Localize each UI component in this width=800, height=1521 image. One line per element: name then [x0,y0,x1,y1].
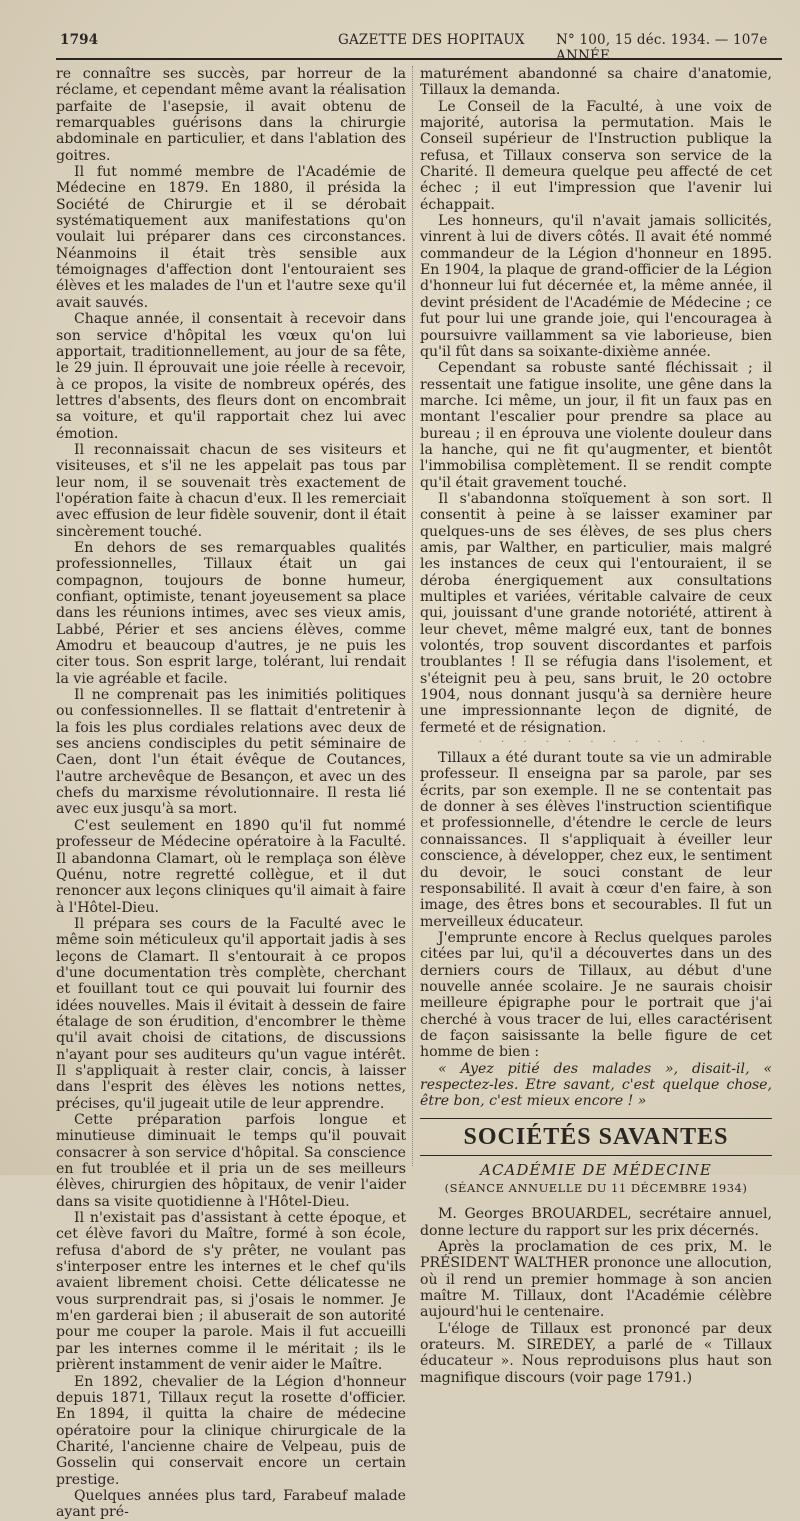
paragraph: Après la proclamation de ces prix, M. le PRÉSIDENT WALTHER prononce une allocution, où il rend un premier hommage à son ancien maître M. Tillaux, dont l'Académie célèbre aujourd'hui le centenaire. [420,1239,772,1321]
paragraph: maturément abandonné sa chaire d'anatomie, Tillaux la demanda. [420,66,772,99]
paragraph: Il ne comprenait pas les inimitiés politiques ou confessionnelles. Il se flattait d'entretenir à la fois les plus cordiales relations avec deux de ses anciens condisciples du petit séminaire de Caen, dont l'un était évêque de Coutances, l'autre archevêque de Besançon, et avec un des chefs du marxisme révolutionnaire. Il resta lié avec eux jusqu'à sa mort. [56,687,406,818]
closing-quote: « Ayez pitié des malades », disait-il, « respectez-les. Etre savant, c'est quelque chose, être bon, c'est mieux encore ! » [420,1060,772,1110]
left-column [56,66,406,1521]
header-rule [56,58,782,60]
section-title: SOCIÉTÉS SAVANTES [463,1123,729,1150]
paragraph: Cette préparation parfois longue et minutieuse diminuait le temps qu'il pouvait consacrer à son service d'hôpital. Sa conscience en fut troublée et il pria un de ses meilleurs élèves, chirurgien des hôpitaux, de venir l'aider dans sa visite quotidienne à l'Hôtel-Dieu. [56,1112,406,1210]
section-rule-top [420,1118,772,1119]
dotted-separator: · · · · · · · · · · · [478,737,714,749]
issue-info: N° 100, 15 déc. 1934. — 107e ANNÉE. [556,32,768,64]
paragraph: Le Conseil de la Faculté, à une voix de majorité, autorisa la permutation. Mais le Conseil supérieur de l'Instruction publique la refusa, et Tillaux conserva son service de la Charité. Il demeura quelque peu affecté de cet échec ; il eut l'impression que l'avenir lui échappait. [420,98,772,213]
page-number: 1794 [60,32,99,48]
paragraph: J'emprunte encore à Reclus quelques paroles citées par lui, qu'il a découvertes dans un des derniers cours de Tillaux, au début d'une nouvelle année scolaire. Je ne saurais choisir meilleure épigraphe pour le portrait que j'ai cherché à vous tracer de lui, elles caractérisent de façon saisissante la belle figure de cet homme de bien : [420,929,772,1061]
paragraph: C'est seulement en 1890 qu'il fut nommé professeur de Médecine opératoire à la Faculté. Il abandonna Clamart, où le remplaça son élève Quénu, notre regretté collègue, et il dut renoncer aux leçons cliniques qu'il aimait à faire à l'Hôtel-Dieu. [56,817,406,916]
paragraph: Il reconnaissait chacun de ses visiteurs et visiteuses, et s'il ne les appelait pas tous par leur nom, il se souvenait très exactement de l'opération faite à chacun d'eux. Il les remerciait avec effusion de leur fidèle souvenir, dont il était sincèrement touché. [56,441,406,540]
paragraph: Il n'existait pas d'assistant à cette époque, et cet élève favori du Maître, formé à son école, refusa d'abord de s'y prêter, ne voulant pas s'interposer entre les internes et le chef qu'ils avaient librement choisi. Cette délicatesse ne vous surprendrait pas, si j'osais le nommer. Je m'en garderai bien ; il abuserait de son autorité pour me couper la parole. Mais il fut accueilli par les internes comme il le méritait ; ils le prièrent instamment de venir aider le Maître. [56,1210,406,1374]
paragraph: Cependant sa robuste santé fléchissait ; il ressentait une fatigue insolite, une gêne dans la marche. Ici même, un jour, il fit un faux pas en montant l'escalier pour prendre sa place au bureau ; il en éprouva une violente douleur dans la hanche, qui ne fit qu'augmenter, et bientôt l'immobilisa complètement. Il se rendit compte qu'il était gravement touché. [420,360,772,491]
paragraph: En dehors de ses remarquables qualités professionnelles, Tillaux était un gai compagnon, toujours de bonne humeur, confiant, optimiste, tenant joyeusement sa place dans les réunions intimes, avec ses vieux amis, Labbé, Périer et ses anciens élèves, comme Amodru et beaucoup d'autres, je ne puis les citer tous. Son esprit large, tolérant, lui rendait la vie agréable et facile. [56,539,406,687]
academy-heading: ACADÉMIE DE MÉDECINE [480,1160,712,1179]
section-header [420,1118,772,1156]
paragraph: Les honneurs, qu'il n'avait jamais sollicités, vinrent à lui de divers côtés. Il avait été nommé commandeur de la Légion d'honneur en 1895. En 1904, la plaque de grand-officier de la Légion d'honneur lui fut décernée et, la même année, il devint président de l'Académie de Médecine ; ce fut pour lui une grande joie, qui l'encouragea à poursuivre vaillamment sa vie laborieuse, bien qu'il fût dans sa soixante-dixième année. [420,213,772,360]
journal-title: GAZETTE DES HOPITAUX [338,32,525,48]
paragraph: Il prépara ses cours de la Faculté avec le même soin méticuleux qu'il apportait jadis à ses leçons de Clamart. Il s'entourait à ce propos d'une documentation très complète, cherchant et fouillant tout ce qui pouvait lui fournir des idées nouvelles. Mais il évitait à dessein de faire étalage de son érudition, d'encombrer le thème qu'il avait choisi de citations, de discussions n'ayant pour ses auditeurs qu'un vague intérêt. Il s'appliquait à rester clair, concis, à laisser dans l'esprit des élèves les notions nettes, précises, qu'il jugeait utile de leur apprendre. [56,915,406,1112]
session-subtitle: (SÉANCE ANNUELLE DU 11 DÉCEMBRE 1934) [444,1181,748,1195]
paragraph: re connaître ses succès, par horreur de la réclame, et cependant même avant la réalisation parfaite de l'asepsie, il avait obtenu de remarquables guérisons dans la chirurgie abdominale en particulier, et dans l'ablation des goitres. [56,66,406,164]
paragraph: Il s'abandonna stoïquement à son sort. Il consentit à peine à se laisser examiner par quelques-uns de ses élèves, de ses plus chers amis, par Walther, en particulier, mais malgré les instances de ceux qui l'entouraient, il se déroba énergiquement aux consultations multiples et variées, véritable calvaire de ceux qui, jouissant d'une grande notoriété, attirent à leur chevet, même malgré eux, tant de bonnes volontés, trop souvent discordantes et parfois troublantes ! Il se réfugia dans l'isolement, et s'éteignit peu à peu, sans bruit, le 20 octobre 1904, nous donnant jusqu'à sa dernière heure une impressionnante leçon de dignité, de fermeté et de résignation. [420,490,772,736]
column-divider [412,66,413,1166]
paragraph: Il fut nommé membre de l'Académie de Médecine en 1879. En 1880, il présida la Société de Chirurgie et il se dérobait systématiquement aux manifestations qu'on voulait lui préparer dans ces circonstances. Néanmoins il était très sensible aux témoignages d'affection dont l'entouraient ses élèves et les malades de l'un et l'autre sexe qu'il avait sauvés. [56,164,406,311]
section-rule-bottom [420,1155,772,1156]
paragraph: M. Georges BROUARDEL, secrétaire annuel, donne lecture du rapport sur les prix décernés. [420,1206,772,1239]
paragraph: En 1892, chevalier de la Légion d'honneur depuis 1871, Tillaux reçut la rosette d'officier. En 1894, il quitta la chaire de médecine opératoire pour la clinique chirurgicale de la Charité, l'ancienne chaire de Velpeau, puis de Gosselin qui conservait encore un certain prestige. [56,1373,406,1488]
page-header [56,30,778,64]
paragraph: Chaque année, il consentait à recevoir dans son service d'hôpital les vœux qu'on lui apportait, traditionnellement, au jour de sa fête, le 29 juin. Il éprouvait une joie réelle à recevoir, à ce propos, la visite de nombreux opérés, des lettres d'absents, des fleurs dont on encombrait sa voiture, et qu'il rapportait chez lui avec émotion. [56,311,406,442]
paragraph: Tillaux a été durant toute sa vie un admirable professeur. Il enseigna par sa parole, par ses écrits, par son exemple. Il ne se contentait pas de donner à ses élèves l'instruction scientifique et professionnelle, d'étendre le cercle de leurs connaissances. Il s'appliquait à éveiller leur conscience, à développer, chez eux, le sentiment du devoir, le souci constant de leur responsabilité. Il avait à cœur d'en faire, à son image, des êtres bons et secourables. Il fut un merveilleux éducateur. [420,750,772,930]
right-column [420,66,772,1386]
paragraph: Quelques années plus tard, Farabeuf malade ayant pré- [56,1487,406,1521]
paragraph: L'éloge de Tillaux est prononcé par deux orateurs. M. SIREDEY, a parlé de « Tillaux éducateur ». Nous reproduisons plus haut son magnifique discours (voir page 1791.) [420,1320,772,1386]
